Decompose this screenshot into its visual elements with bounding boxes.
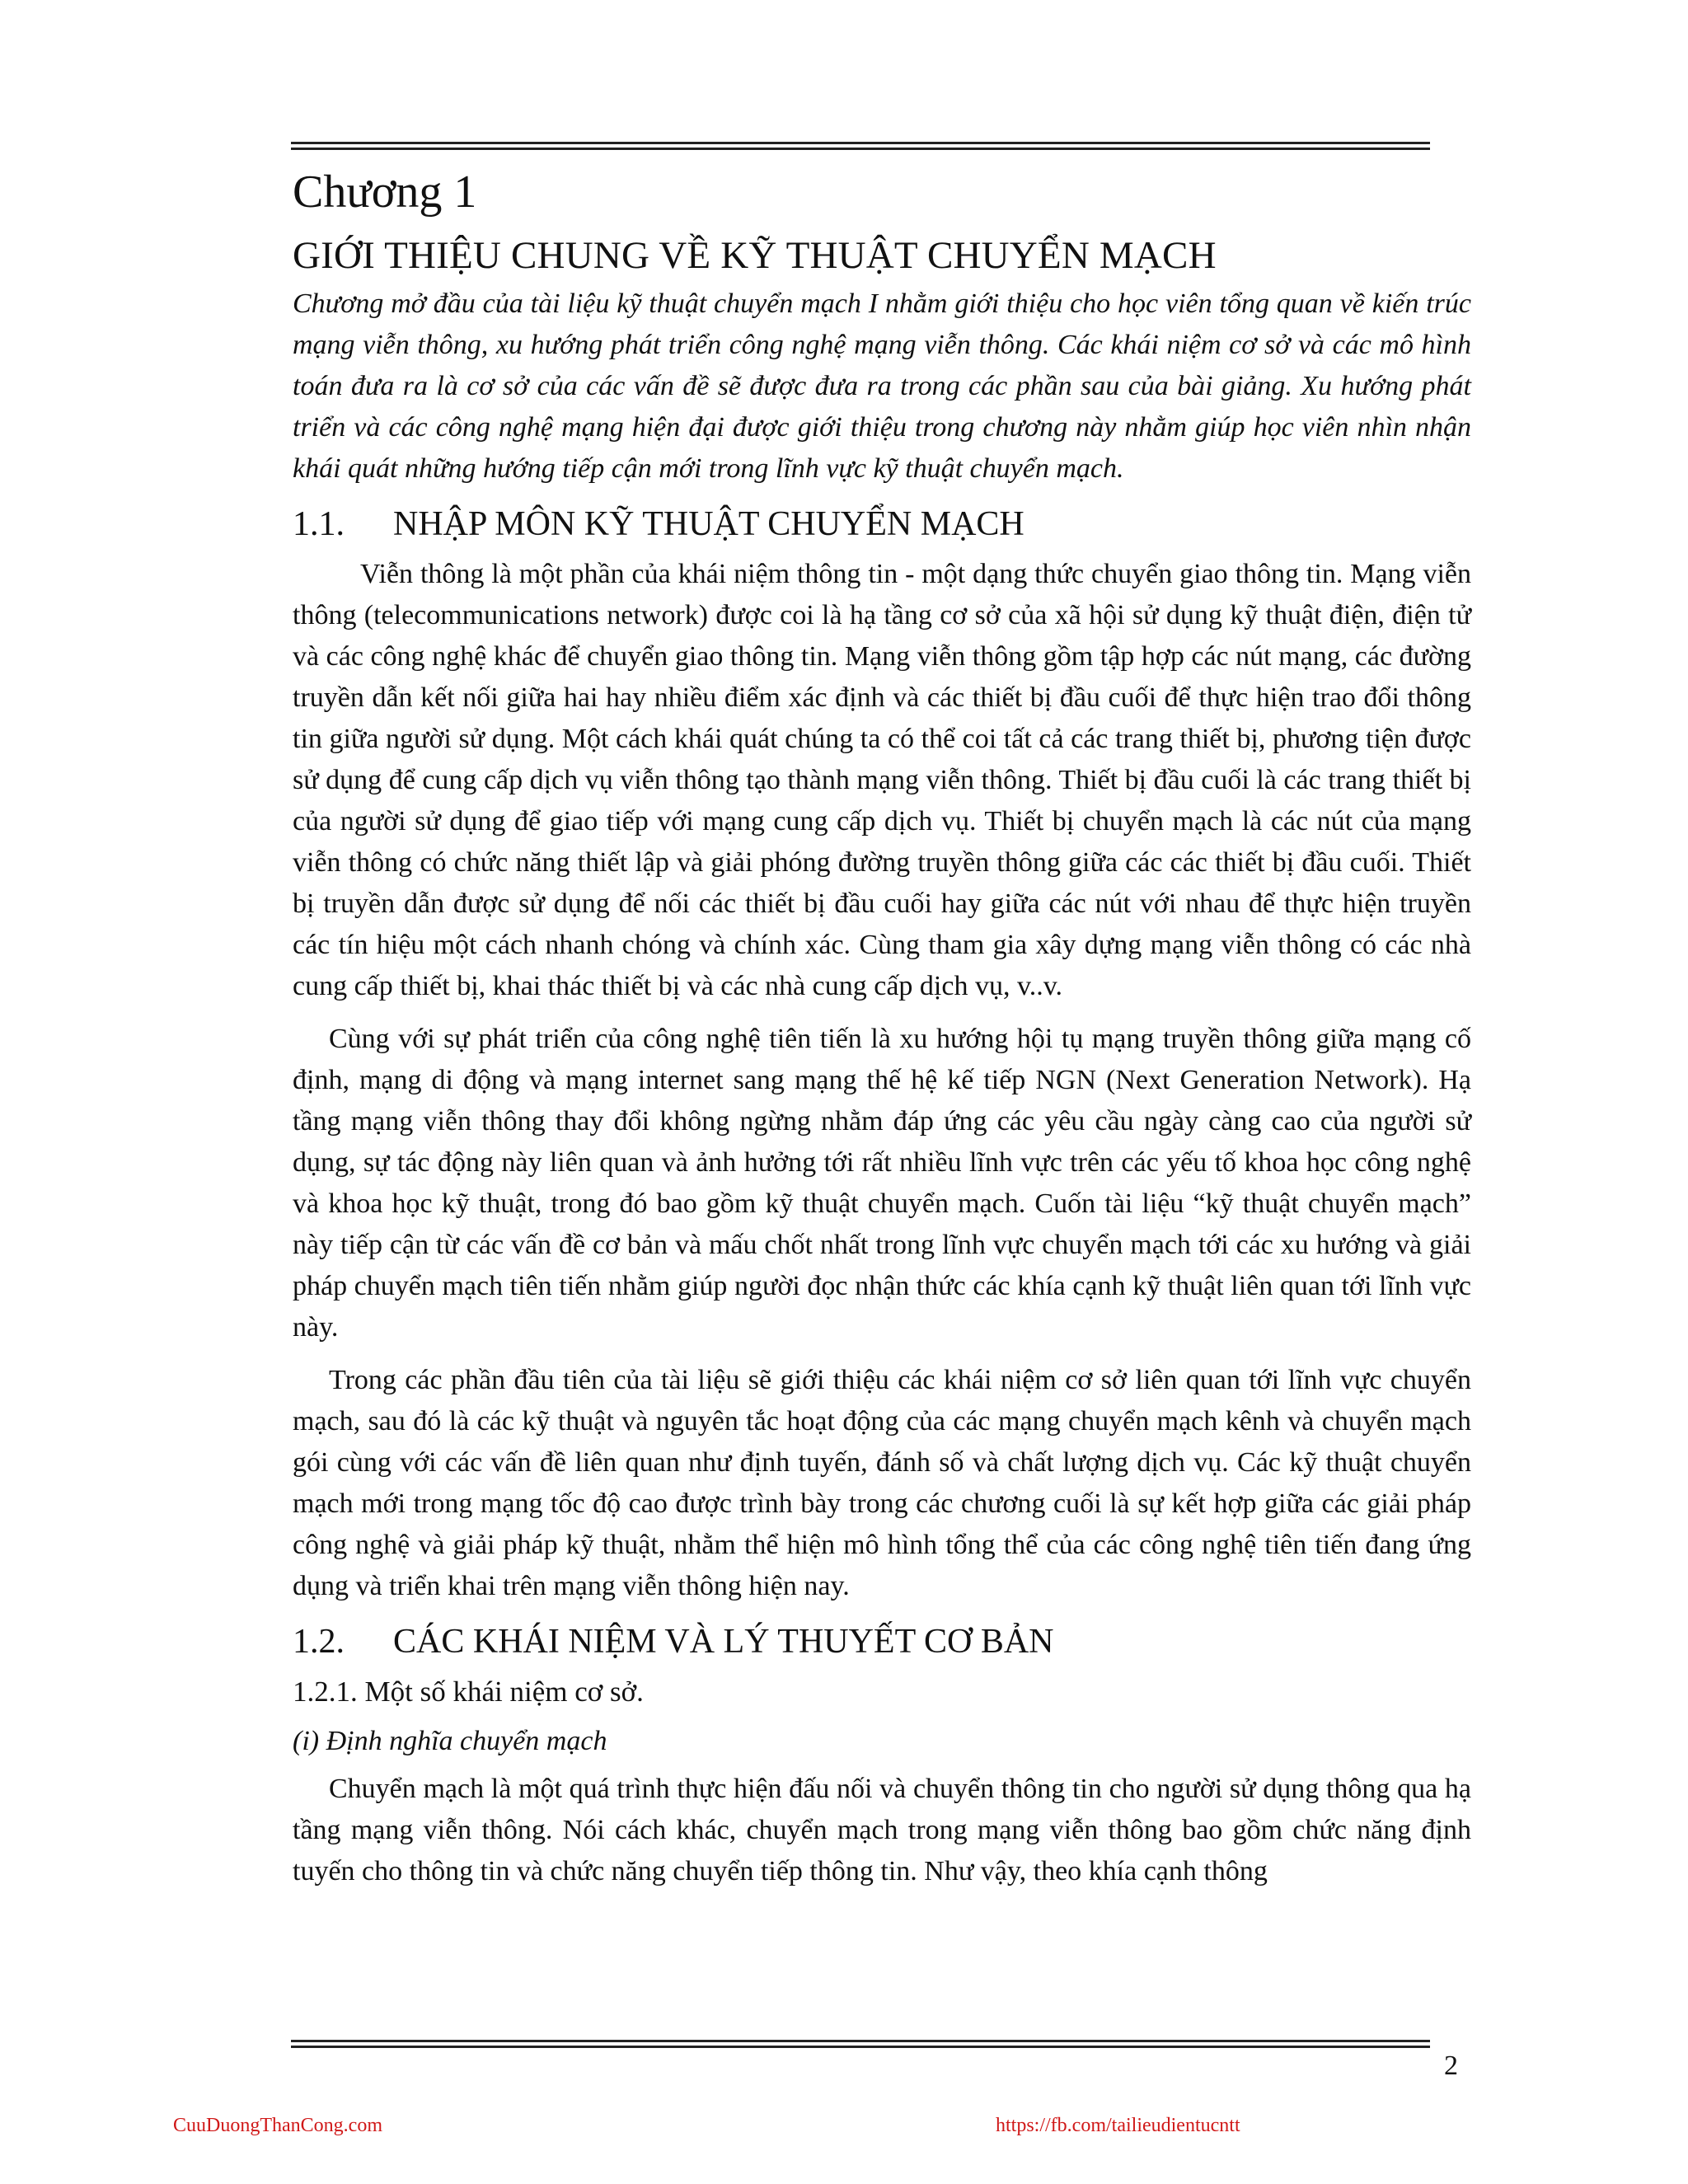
body-paragraph: Chuyển mạch là một quá trình thực hiện đấu nối và chuyển thông tin cho người sử dụng thông qua hạ tầng mạng viễn thông. Nói cách khác, chuyển mạch trong mạng viễn thông bao gồm chức năng định tuyến cho thông tin và chức năng chuyển tiếp thông tin. Như vậy, theo khía cạnh thông [293,1774,1471,1886]
chapter-number: Chương 1 [293,166,477,218]
body-paragraph: Cùng với sự phát triển của công nghệ tiên tiến là xu hướng hội tụ mạng truyền thông giữa mạng cố định, mạng di động và mạng internet sang mạng thế hệ kế tiếp NGN (Next Generation Network). Hạ tầng mạng viễn thông thay đổi không ngừng nhằm đáp ứng các yêu cầu ngày càng cao của người sử dụng, sự tác động này liên quan và ảnh hưởng tới rất nhiều lĩnh vực trên các yếu tố khoa học công nghệ và khoa học kỹ thuật, trong đó bao gồm kỹ thuật chuyển mạch. Cuốn tài liệu “kỹ thuật chuyển mạch” này tiếp cận từ các vấn đề cơ bản và mấu chốt nhất trong lĩnh vực chuyển mạch tới các xu hướng và giải pháp chuyển mạch tiên tiến nhằm giúp người đọc nhận thức các khía cạnh kỹ thuật liên quan tới lĩnh vực này. [293,1024,1471,1343]
section-number: 1.2. [293,1623,345,1661]
footer-facebook-link[interactable]: https://fb.com/tailieudientucntt [996,2115,1240,2136]
body-paragraph: Trong các phần đầu tiên của tài liệu sẽ giới thiệu các khái niệm cơ sở liên quan tới lĩnh vực chuyển mạch, sau đó là các kỹ thuật và nguyên tắc hoạt động của các mạng chuyển mạch kênh và chuyển mạch gói cùng với các vấn đề liên quan như định tuyến, đánh số và chất lượng dịch vụ. Các kỹ thuật chuyển mạch mới trong mạng tốc độ cao được trình bày trong các chương cuối là sự kết hợp giữa các giải pháp công nghệ và giải pháp kỹ thuật, nhằm thể hiện mô hình tổng thể của các công nghệ tiên tiến đang ứng dụng và triển khai trên mạng viễn thông hiện nay. [293,1365,1471,1601]
chapter-abstract: Chương mở đầu của tài liệu kỹ thuật chuyển mạch I nhằm giới thiệu cho học viên tổng quan về kiến trúc mạng viễn thông, xu hướng phát triển công nghệ mạng viễn thông. Các khái niệm cơ sở và các mô hình toán đưa ra là cơ sở của các vấn đề sẽ được đưa ra trong các phần sau của bài giảng. Xu hướng phát triển và các công nghệ mạng hiện đại được giới thiệu trong chương này nhằm giúp học viên nhìn nhận khái quát những hướng tiếp cận mới trong lĩnh vực kỹ thuật chuyển mạch. [293,288,1471,484]
page-number: 2 [1444,2050,1458,2081]
body-paragraph: Viễn thông là một phần của khái niệm thông tin - một dạng thức chuyển giao thông tin. Mạng viễn thông (telecommunications network) được coi là hạ tầng cơ sở của xã hội sử dụng kỹ thuật điện, điện tử và các công nghệ khác để chuyển giao thông tin. Mạng viễn thông gồm tập hợp các nút mạng, các đường truyền dẫn kết nối giữa hai hay nhiều điểm xác định và các thiết bị đầu cuối để thực hiện trao đổi thông tin giữa người sử dụng. Một cách khái quát chúng ta có thể coi tất cả các trang thiết bị, phương tiện được sử dụng để cung cấp dịch vụ viễn thông tạo thành mạng viễn thông. Thiết bị đầu cuối là các trang thiết bị của người sử dụng để giao tiếp với mạng cung cấp dịch vụ. Thiết bị chuyển mạch là các nút của mạng viễn thông có chức năng thiết lập và giải phóng đường truyền thông giữa các các thiết bị đầu cuối. Thiết bị truyền dẫn được sử dụng để nối các thiết bị đầu cuối hay giữa các nút với nhau để thực hiện truyền các tín hiệu một cách nhanh chóng và chính xác. Cùng tham gia xây dựng mạng viễn thông có các nhà cung cấp thiết bị, khai thác thiết bị và các nhà cung cấp dịch vụ, v..v. [293,559,1471,1001]
section-heading-1-2 [293,1619,1471,1665]
section-title: CÁC KHÁI NIỆM VÀ LÝ THUYẾT CƠ BẢN [393,1623,1054,1661]
section-number: 1.1. [293,505,345,543]
footer-source-link[interactable]: CuuDuongThanCong.com [173,2115,382,2136]
section-heading-1-1 [293,501,1471,547]
footer-rule [291,2040,1430,2048]
subsubsection-heading: (i) Định nghĩa chuyển mạch [293,1726,607,1756]
subsection-heading: 1.2.1. Một số khái niệm cơ sở. [293,1675,644,1708]
header-rule [291,142,1430,150]
section-title: NHẬP MÔN KỸ THUẬT CHUYỂN MẠCH [393,505,1025,543]
chapter-title: GIỚI THIỆU CHUNG VỀ KỸ THUẬT CHUYỂN MẠCH [293,234,1217,277]
page-content [293,163,1471,1904]
